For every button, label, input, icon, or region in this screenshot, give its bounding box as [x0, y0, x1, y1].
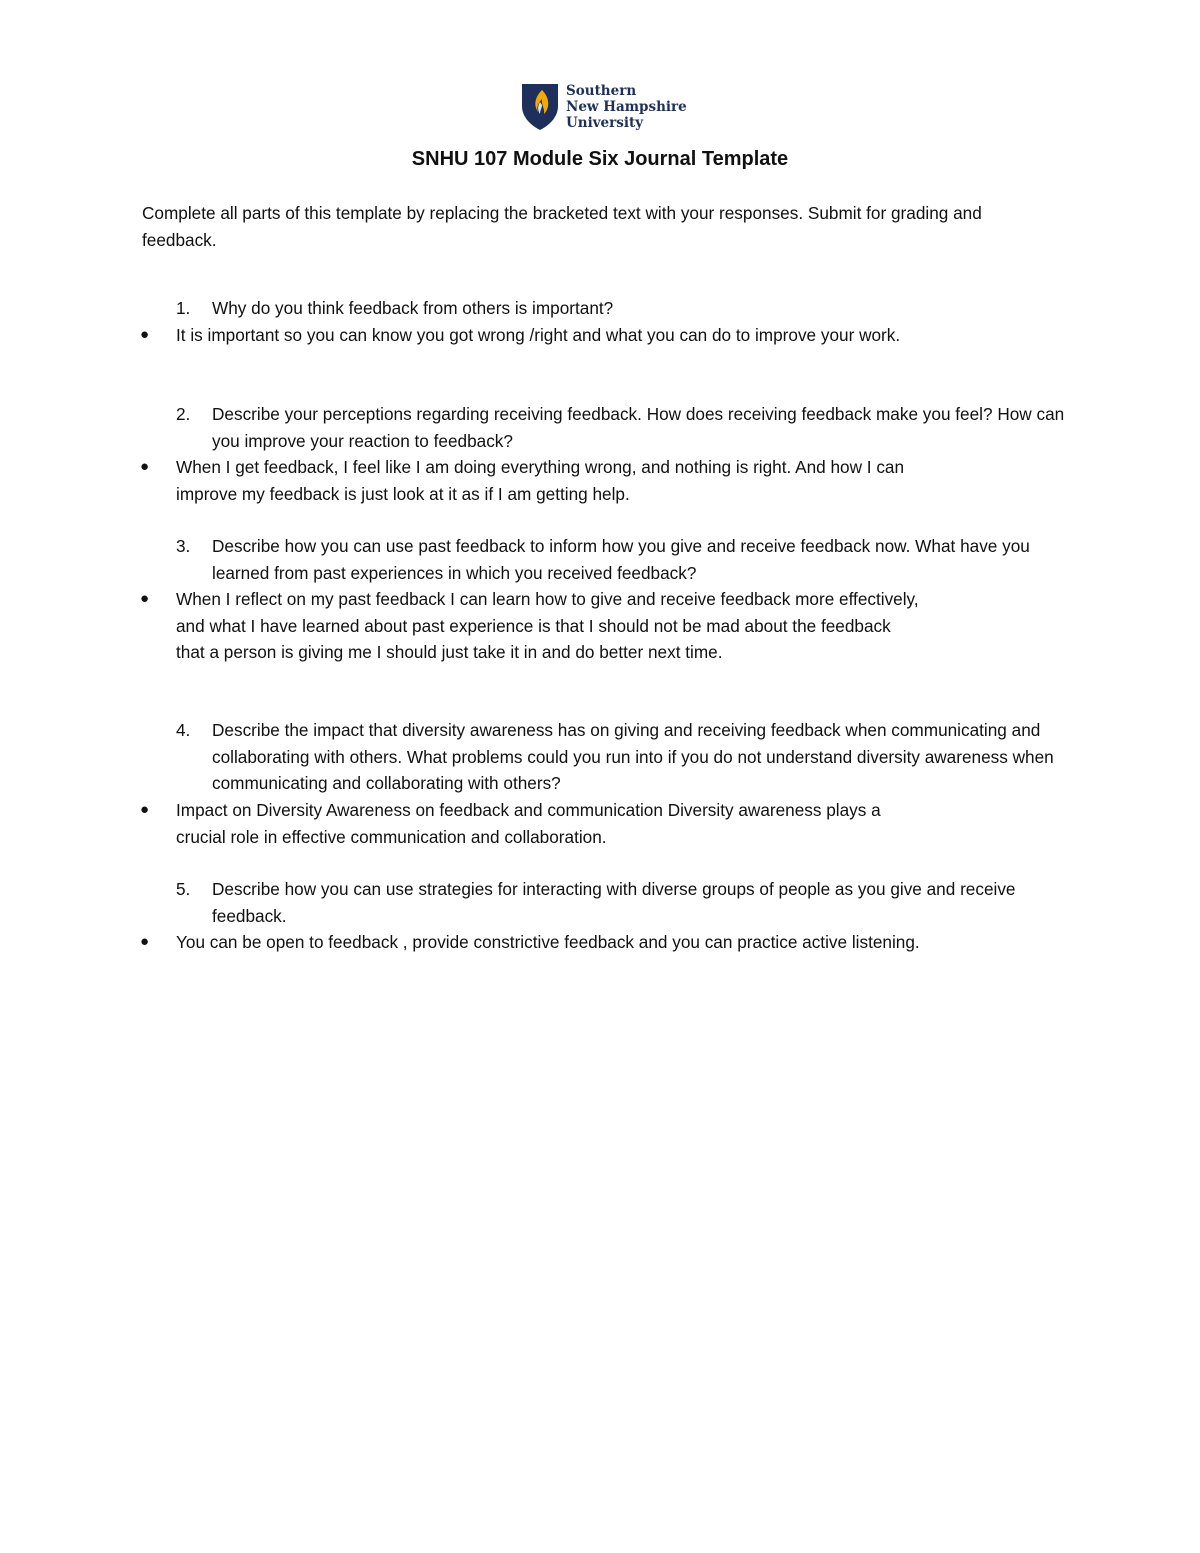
bullet-icon: ●: [140, 458, 150, 475]
answer-text: Impact on Diversity Awareness on feedback and communication Diversity awareness plays a crucial role in effective communication and collaboration.: [176, 800, 881, 847]
university-logo: [520, 80, 700, 136]
question-number: 1.: [176, 298, 191, 318]
question-number: 2.: [176, 404, 191, 424]
instructions-paragraph: Complete all parts of this template by replacing the bracketed text with your responses. Submit for grading and feedback.: [142, 203, 982, 250]
bullet-icon: ●: [140, 933, 150, 950]
logo-line-1: Southern: [566, 83, 637, 99]
bullet-icon: ●: [140, 326, 150, 343]
question-text: Why do you think feedback from others is important?: [212, 298, 614, 318]
question-text: Describe how you can use past feedback to inform how you give and receive feedback now. What have you learned from past experiences in which you received feedback?: [212, 536, 1030, 583]
bullet-icon: ●: [140, 801, 150, 818]
answer-text: When I get feedback, I feel like I am doing everything wrong, and nothing is right. And how I can improve my feedback is just look at it as if I am getting help.: [176, 457, 905, 504]
answer-text: You can be open to feedback , provide constrictive feedback and you can practice active listening.: [176, 932, 920, 952]
question-number: 3.: [176, 536, 191, 556]
logo-line-2: New Hampshire: [566, 99, 687, 115]
question-text: Describe your perceptions regarding receiving feedback. How does receiving feedback make you feel? How can you improve your reaction to feedback?: [212, 404, 1065, 451]
bullet-icon: ●: [140, 590, 150, 607]
question-number: 4.: [176, 720, 191, 740]
question-number: 5.: [176, 879, 191, 899]
answer-text: When I reflect on my past feedback I can learn how to give and receive feedback more effectively, and what I have learned about past experience is that I should not be mad about the feedback that a person is giving me I should just take it in and do better next time.: [176, 589, 919, 662]
question-text: Describe how you can use strategies for interacting with diverse groups of people as you give and receive feedback.: [212, 879, 1016, 926]
page-title: SNHU 107 Module Six Journal Template: [411, 148, 789, 170]
question-text: Describe the impact that diversity awareness has on giving and receiving feedback when communicating and collaborating with others. What problems could you run into if you do not understand diversity awareness when communicating and collaborating with others?: [212, 720, 1054, 793]
answer-text: It is important so you can know you got wrong /right and what you can do to improve your work.: [176, 325, 901, 345]
shield-flame-icon: [520, 80, 564, 132]
logo-line-3: University: [566, 115, 644, 131]
university-name: [566, 83, 687, 131]
